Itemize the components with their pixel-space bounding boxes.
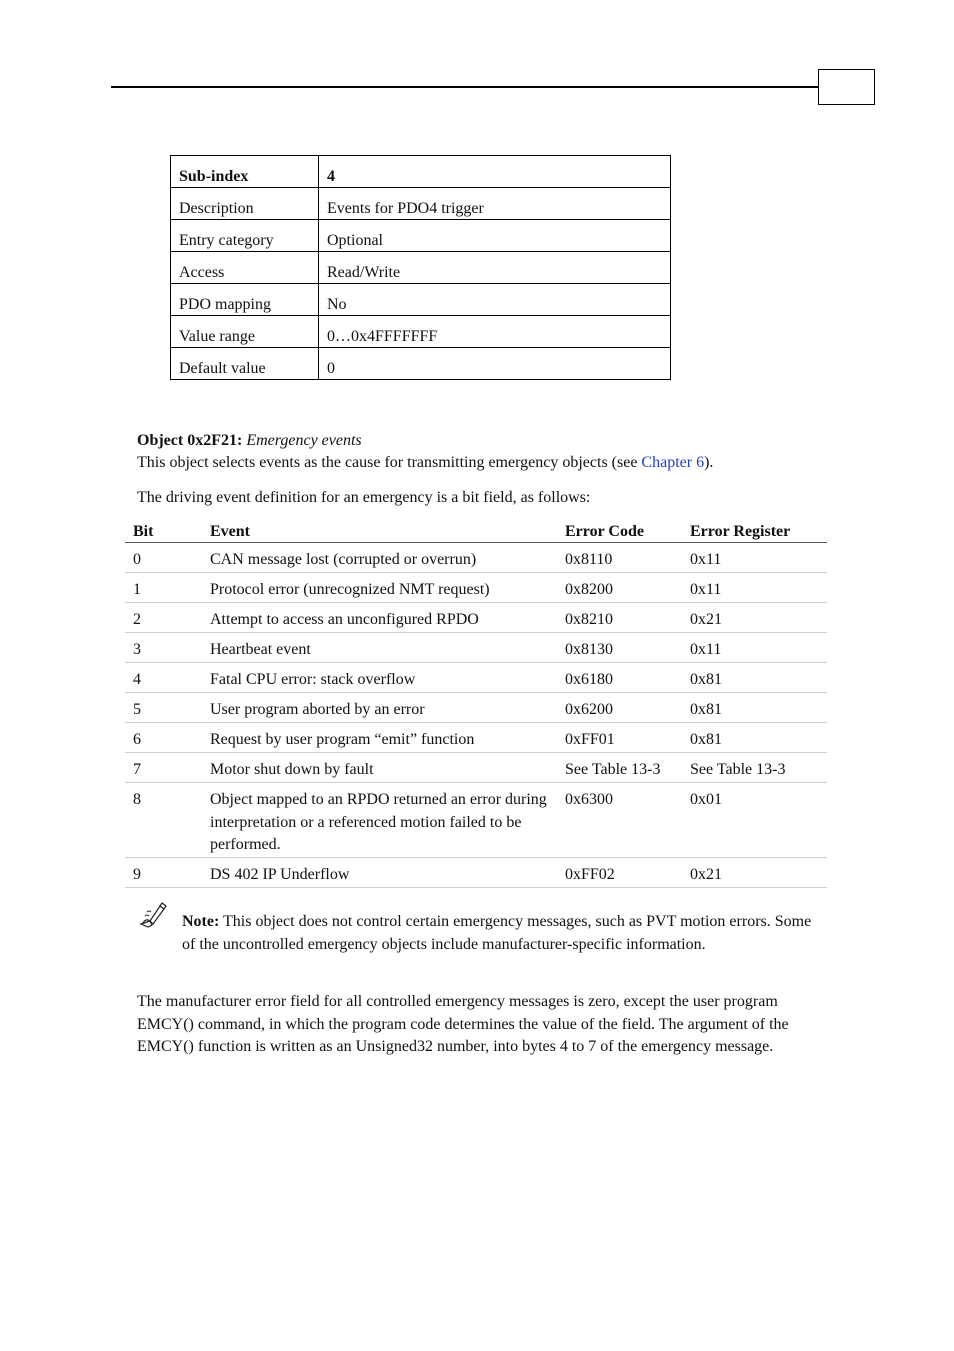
error-code-cell: 0x8200: [557, 573, 682, 603]
bit-cell: 3: [125, 633, 202, 663]
page-number-box: [818, 69, 875, 105]
error-code-cell: See Table 13-3: [557, 753, 682, 783]
error-code-cell: 0x6180: [557, 663, 682, 693]
error-register-cell: 0x11: [682, 543, 827, 573]
event-cell: Motor shut down by fault: [202, 753, 557, 783]
object-title: [137, 431, 362, 451]
definition-text: The driving event definition for an emergency is a bit field, as follows:: [137, 489, 591, 506]
error-code-cell: 0x8110: [557, 543, 682, 573]
error-register-cell: 0x81: [682, 693, 827, 723]
subindex-value: 4: [319, 156, 671, 188]
subindex-row: [171, 252, 671, 284]
table-row: [125, 543, 827, 573]
events-table: [125, 518, 827, 888]
bit-cell: 4: [125, 663, 202, 693]
bit-cell: 8: [125, 783, 202, 858]
intro-text: This object selects events as the cause for transmitting emergency objects (see: [137, 454, 642, 471]
bit-cell: 0: [125, 543, 202, 573]
error-register-cell: See Table 13-3: [682, 753, 827, 783]
note-label: Note:: [182, 913, 220, 930]
note-pencil-icon: [138, 900, 168, 930]
subindex-table: [170, 155, 671, 380]
error-code-cell: 0xFF02: [557, 858, 682, 888]
event-cell: Object mapped to an RPDO returned an error during interpretation or a referenced motion failed to be performed.: [202, 783, 557, 858]
chapter-link[interactable]: Chapter 6: [641, 454, 705, 471]
note-text: This object does not control certain emergency messages, such as PVT motion errors. Some of the uncontrolled emergency objects include manufacturer-specific information.: [182, 913, 812, 953]
intro-text-end: ).: [704, 454, 714, 471]
table-row: [125, 573, 827, 603]
table-row: [125, 633, 827, 663]
subindex-value: Read/Write: [319, 252, 671, 284]
note: [182, 911, 827, 956]
subindex-key: PDO mapping: [171, 284, 319, 316]
event-cell: Request by user program “emit” function: [202, 723, 557, 753]
event-cell: Heartbeat event: [202, 633, 557, 663]
subindex-header-row: [171, 156, 671, 188]
subindex-key: Value range: [171, 316, 319, 348]
error-code-cell: 0x6200: [557, 693, 682, 723]
error-register-cell: 0x81: [682, 723, 827, 753]
error-code-cell: 0x8210: [557, 603, 682, 633]
event-cell: User program aborted by an error: [202, 693, 557, 723]
column-header-bit: Bit: [125, 518, 202, 543]
bit-cell: 5: [125, 693, 202, 723]
events-header-row: [125, 518, 827, 543]
error-code-cell: 0x6300: [557, 783, 682, 858]
subindex-row: [171, 284, 671, 316]
bit-cell: 2: [125, 603, 202, 633]
event-cell: DS 402 IP Underflow: [202, 858, 557, 888]
table-row: [125, 858, 827, 888]
table-row: [125, 723, 827, 753]
table-row: [125, 603, 827, 633]
subindex-key: Access: [171, 252, 319, 284]
object-name: Emergency events: [246, 432, 362, 449]
closing-paragraph: The manufacturer error field for all controlled emergency messages is zero, except the user program EMCY() command, in which the program code determines the value of the field. The argument of the EMCY() function is written as an Unsigned32 number, into bytes 4 to 7 of the emergency message.: [137, 993, 789, 1055]
subindex-value: Optional: [319, 220, 671, 252]
table-row: [125, 753, 827, 783]
subindex-key: Default value: [171, 348, 319, 380]
error-register-cell: 0x81: [682, 663, 827, 693]
error-register-cell: 0x21: [682, 603, 827, 633]
table-row: [125, 783, 827, 858]
error-register-cell: 0x01: [682, 783, 827, 858]
error-register-cell: 0x11: [682, 573, 827, 603]
column-header-error-code: Error Code: [557, 518, 682, 543]
subindex-row: [171, 188, 671, 220]
column-header-event: Event: [202, 518, 557, 543]
subindex-row: [171, 348, 671, 380]
table-row: [125, 663, 827, 693]
subindex-value: No: [319, 284, 671, 316]
event-cell: Protocol error (unrecognized NMT request): [202, 573, 557, 603]
subindex-row: [171, 220, 671, 252]
subindex-value: 0…0x4FFFFFFF: [319, 316, 671, 348]
bit-cell: 1: [125, 573, 202, 603]
subindex-value: 0: [319, 348, 671, 380]
object-label: Object 0x2F21:: [137, 432, 243, 449]
event-cell: Fatal CPU error: stack overflow: [202, 663, 557, 693]
error-code-cell: 0x8130: [557, 633, 682, 663]
bit-cell: 6: [125, 723, 202, 753]
error-register-cell: 0x21: [682, 858, 827, 888]
subindex-value: Events for PDO4 trigger: [319, 188, 671, 220]
bit-cell: 7: [125, 753, 202, 783]
subindex-key: Sub-index: [171, 156, 319, 188]
event-cell: CAN message lost (corrupted or overrun): [202, 543, 557, 573]
subindex-key: Description: [171, 188, 319, 220]
event-cell: Attempt to access an unconfigured RPDO: [202, 603, 557, 633]
header-rule: [111, 86, 819, 88]
table-row: [125, 693, 827, 723]
column-header-error-register: Error Register: [682, 518, 827, 543]
subindex-row: [171, 316, 671, 348]
bit-cell: 9: [125, 858, 202, 888]
error-code-cell: 0xFF01: [557, 723, 682, 753]
object-intro: [137, 452, 827, 475]
error-register-cell: 0x11: [682, 633, 827, 663]
subindex-key: Entry category: [171, 220, 319, 252]
